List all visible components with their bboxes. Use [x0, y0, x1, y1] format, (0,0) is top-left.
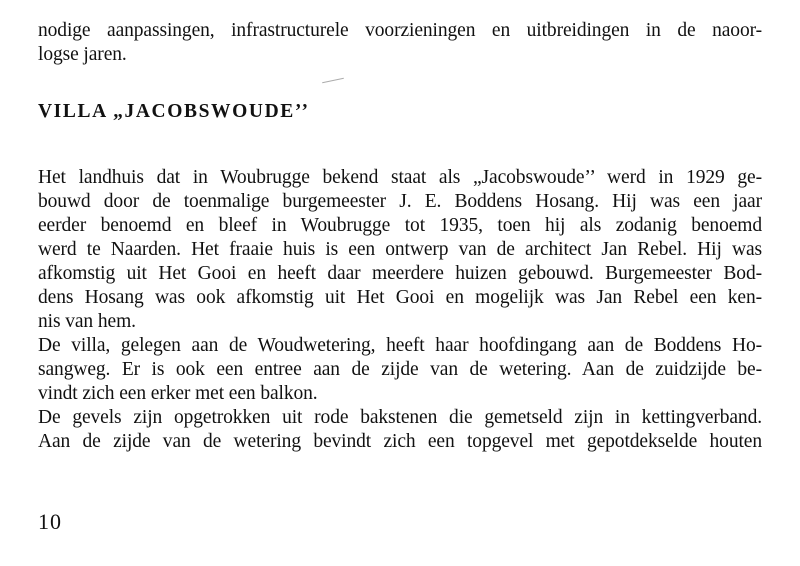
body-line-8: De villa, gelegen aan de Woudwetering, heeft haar hoofdingang aan de Boddens Ho- — [38, 335, 762, 356]
body-line-10: vindt zich een erker met een balkon. — [38, 383, 318, 404]
page-number: 10 — [38, 509, 62, 534]
section-heading: VILLA „JACOBSWOUDE’’ — [38, 101, 310, 122]
body-line-6: dens Hosang was ook afkomstig uit Het Gooi en mogelijk was Jan Rebel een ken- — [38, 287, 762, 308]
body-line-12: Aan de zijde van de wetering bevindt zich een topgevel met gepotdekselde houten — [38, 431, 762, 452]
body-line-1: Het landhuis dat in Woubrugge bekend staat als „Jacobswoude’’ werd in 1929 ge- — [38, 167, 762, 188]
body-line-3: eerder benoemd en bleef in Woubrugge tot 1935, toen hij als zodanig benoemd — [38, 215, 762, 236]
body-line-7: nis van hem. — [38, 311, 136, 332]
body-line-4: werd te Naarden. Het fraaie huis is een ontwerp van de architect Jan Rebel. Hij was — [38, 239, 762, 260]
body-line-2: bouwd door de toenmalige burgemeester J. E. Boddens Hosang. Hij was een jaar — [38, 191, 762, 212]
body-line-11: De gevels zijn opgetrokken uit rode bakstenen die gemetseld zijn in kettingverband. — [38, 407, 762, 428]
intro-line-1: nodige aanpassingen, infrastructurele voorzieningen en uitbreidingen in de naoor- — [38, 20, 762, 41]
stray-pen-mark — [322, 78, 344, 84]
body-line-9: sangweg. Er is ook een entree aan de zijde van de wetering. Aan de zuidzijde be- — [38, 359, 762, 380]
body-line-5: afkomstig uit Het Gooi en heeft daar meerdere huizen gebouwd. Burgemeester Bod- — [38, 263, 762, 284]
intro-line-2: logse jaren. — [38, 44, 127, 65]
